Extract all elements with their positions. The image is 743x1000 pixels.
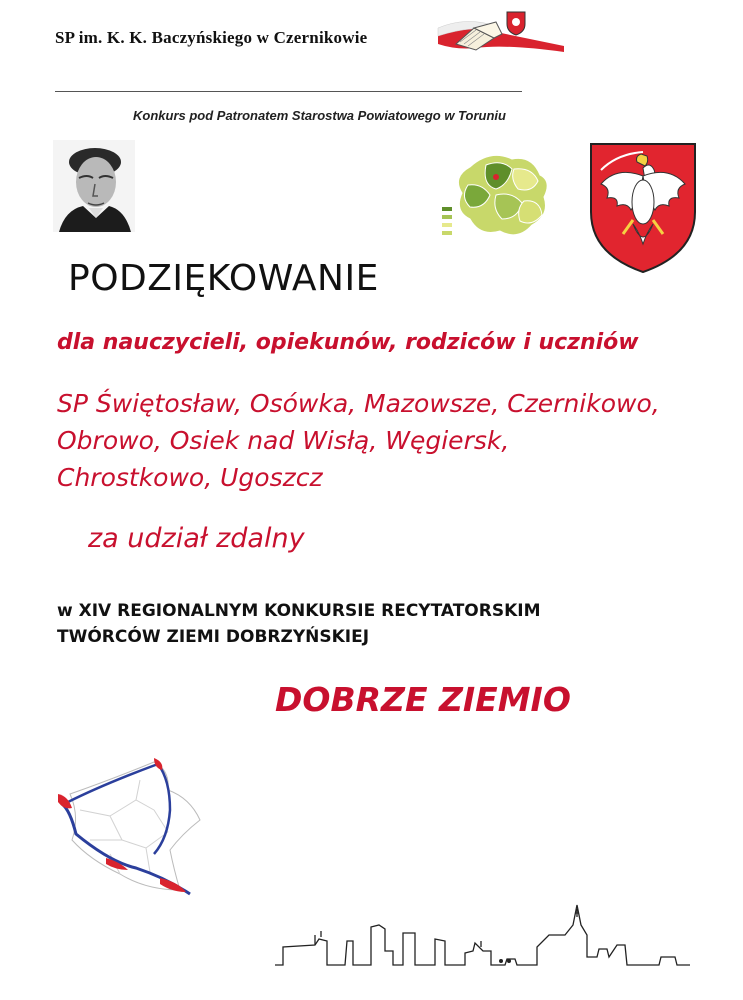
schools-line: Chrostkowo, Ugoszcz xyxy=(57,463,323,492)
recipients-line: dla nauczycieli, opiekunów, rodziców i uczniów xyxy=(57,330,639,355)
contest-line: w XIV REGIONALNYM KONKURSIE RECYTATORSKIM xyxy=(57,601,541,621)
portrait-photo xyxy=(53,140,135,232)
patronage-line: Konkurs pod Patronatem Starostwa Powiatowego w Toruniu xyxy=(133,108,506,123)
region-map xyxy=(50,750,220,910)
school-name: SP im. K. K. Baczyńskiego w Czernikowie xyxy=(55,28,368,47)
county-map xyxy=(440,145,570,245)
schools-list xyxy=(57,385,707,496)
participation-line: za udział zdalny xyxy=(88,523,305,554)
schools-line: Obrowo, Osiek nad Wisłą, Węgiersk, xyxy=(57,426,510,455)
header-divider xyxy=(55,91,522,92)
contest-line: TWÓRCÓW ZIEMI DOBRZYŃSKIEJ xyxy=(57,627,370,647)
crest-icon xyxy=(505,10,527,36)
schools-line: SP Świętosław, Osówka, Mazowsze, Czernikowo, xyxy=(57,389,660,418)
page-title: PODZIĘKOWANIE xyxy=(68,258,379,299)
book-flag-logo xyxy=(436,14,566,54)
contest-name: DOBRZE ZIEMIO xyxy=(275,680,571,719)
skyline-drawing xyxy=(275,895,690,975)
contest-description xyxy=(57,598,697,650)
coat-of-arms xyxy=(587,140,699,276)
